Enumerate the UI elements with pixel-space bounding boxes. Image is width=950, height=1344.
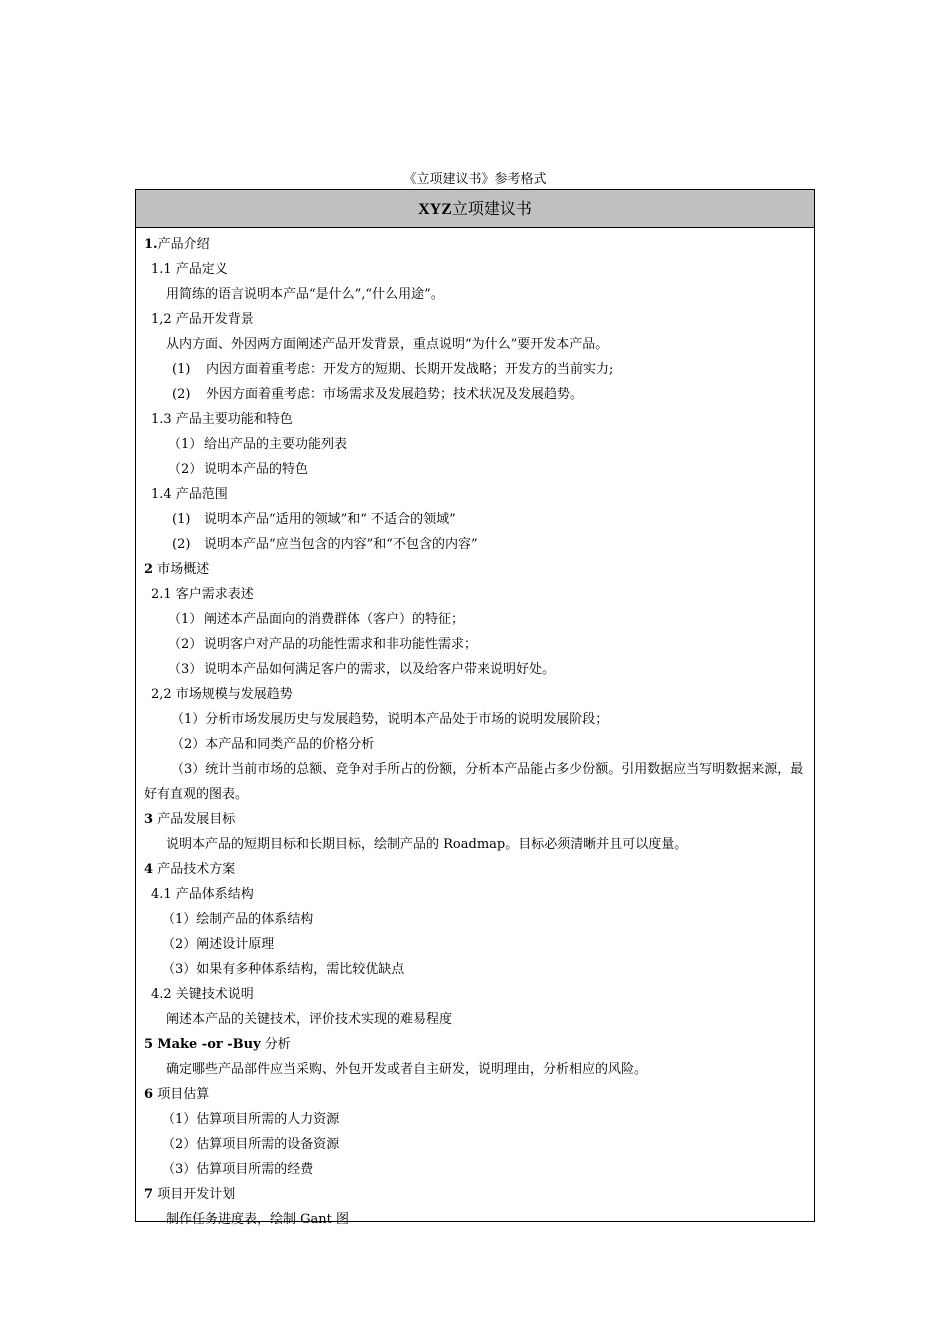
list-item: （3）估算项目所需的经费 bbox=[162, 1162, 314, 1177]
section-3-heading: 3 产品发展目标 bbox=[144, 812, 236, 827]
document-caption: 《立项建议书》参考格式 bbox=[403, 172, 547, 187]
section-1-heading: 1.产品介绍 bbox=[144, 237, 210, 252]
section-1-3-heading: 1.3 产品主要功能和特色 bbox=[151, 412, 293, 427]
list-item: （1）估算项目所需的人力资源 bbox=[162, 1112, 340, 1127]
list-item: （1） 给出产品的主要功能列表 bbox=[168, 437, 348, 452]
table-content bbox=[136, 228, 814, 1232]
section-6-heading: 6 项目估算 bbox=[144, 1087, 210, 1102]
list-item: （1）绘制产品的体系结构 bbox=[162, 912, 314, 927]
list-item: （3）如果有多种体系结构，需比较优缺点 bbox=[162, 962, 405, 977]
header-title: 立项建议书 bbox=[451, 199, 532, 218]
list-item: (1) 说明本产品“适用的领域”和“ 不适合的领域” bbox=[172, 512, 456, 527]
section-4-2-heading: 4.2 关键技术说明 bbox=[151, 987, 254, 1002]
section-7-heading: 7 项目开发计划 bbox=[144, 1187, 236, 1202]
list-item: （3）统计当前市场的总额、竞争对手所占的份额，分析本产品能占多少份额。引用数据应当写明数据来源，最好有直观的图表。 bbox=[144, 762, 804, 802]
section-1-1-heading: 1.1 产品定义 bbox=[151, 262, 228, 277]
proposal-table bbox=[135, 189, 815, 1227]
list-item: （2）阐述设计原理 bbox=[162, 937, 275, 952]
list-item: （2） 说明本产品的特色 bbox=[168, 462, 309, 477]
table-header bbox=[136, 190, 814, 228]
section-2-2-heading: 2,2 市场规模与发展趋势 bbox=[151, 687, 293, 702]
section-2-heading: 2 市场概述 bbox=[144, 562, 210, 577]
list-item: （2）估算项目所需的设备资源 bbox=[162, 1137, 340, 1152]
section-5-heading: 5 Make -or -Buy 分析 bbox=[144, 1037, 291, 1052]
section-7-text: 制作任务进度表，绘制 Gant 图 bbox=[166, 1212, 349, 1227]
list-item: (1) 内因方面着重考虑：开发方的短期、长期开发战略；开发方的当前实力; bbox=[172, 362, 614, 377]
list-item: （1）分析市场发展历史与发展趋势，说明本产品处于市场的说明发展阶段； bbox=[171, 712, 609, 727]
section-3-text: 说明本产品的短期目标和长期目标，绘制产品的 Roadmap。目标必须清晰并且可以度量。 bbox=[166, 837, 688, 852]
header-code: XYZ bbox=[418, 201, 452, 218]
section-1-1-text: 用简练的语言说明本产品“是什么”,“什么用途”。 bbox=[166, 287, 444, 302]
list-item: (2) 外因方面着重考虑：市场需求及发展趋势；技术状况及发展趋势。 bbox=[172, 387, 584, 402]
list-item: （2） 说明客户对产品的功能性需求和非功能性需求； bbox=[168, 637, 478, 652]
section-5-text: 确定哪些产品部件应当采购、外包开发或者自主研发，说明理由，分析相应的风险。 bbox=[166, 1062, 648, 1077]
list-item: （3） 说明本产品如何满足客户的需求，以及给客户带来说明好处。 bbox=[168, 662, 556, 677]
list-item: (2) 说明本产品“应当包含的内容”和“不包含的内容” bbox=[172, 537, 478, 552]
section-4-2-text: 阐述本产品的关键技术，评价技术实现的难易程度 bbox=[166, 1012, 453, 1027]
section-4-heading: 4 产品技术方案 bbox=[144, 862, 236, 877]
section-2-1-heading: 2.1 客户需求表述 bbox=[151, 587, 254, 602]
list-item: （2）本产品和同类产品的价格分析 bbox=[171, 737, 375, 752]
section-1-2-text: 从内方面、外因两方面阐述产品开发背景，重点说明“为什么”要开发本产品。 bbox=[166, 337, 609, 352]
list-item: （1） 阐述本产品面向的消费群体（客户）的特征； bbox=[168, 612, 465, 627]
section-1-4-heading: 1.4 产品范围 bbox=[151, 487, 228, 502]
section-4-1-heading: 4.1 产品体系结构 bbox=[151, 887, 254, 902]
section-1-2-heading: 1,2 产品开发背景 bbox=[151, 312, 254, 327]
